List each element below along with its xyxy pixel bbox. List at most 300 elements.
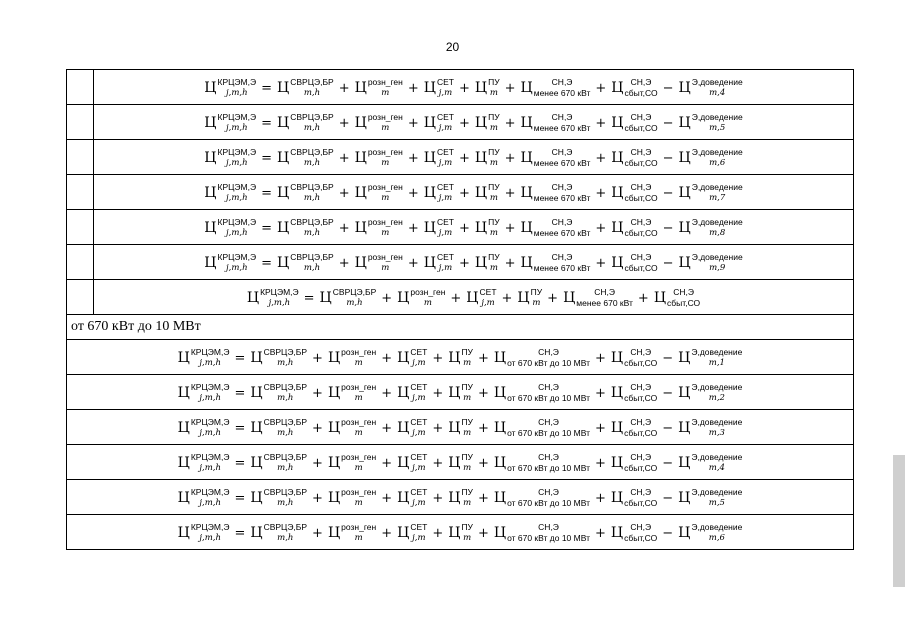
scan-edge-mark <box>893 455 905 587</box>
price-set-symbol-subscript: j,m <box>438 123 453 134</box>
plus-sign: + <box>477 525 489 541</box>
formula-cell <box>94 140 854 175</box>
price-dovedenie-symbol-base: Ц <box>678 185 691 202</box>
plus-sign: + <box>595 115 607 131</box>
price-rozn-gen-symbol-base: Ц <box>327 525 341 542</box>
price-dovedenie-symbol-superscript: Э,доведение <box>691 522 743 533</box>
price-kretsem-symbol <box>204 219 256 237</box>
price-sn-sbyt-symbol-superscript: СН,Э <box>630 182 652 193</box>
price-svrtse-symbol-subscript: m,h <box>303 123 321 134</box>
price-set-symbol-subscript: j,m <box>412 533 426 544</box>
formula-cell <box>67 480 854 515</box>
price-rozn-gen-symbol-base: Ц <box>354 115 367 132</box>
price-dovedenie-symbol-subscript: m,7 <box>709 193 726 204</box>
formula-cell <box>67 445 854 480</box>
price-svrtse-symbol-base: Ц <box>250 490 263 507</box>
price-kretsem-symbol-superscript: КРЦЭМ,Э <box>217 147 257 158</box>
table-row <box>67 375 854 410</box>
price-set-symbol-base: Ц <box>466 290 479 307</box>
price-sn-power-symbol-base: Ц <box>493 525 507 542</box>
plus-sign: + <box>504 150 516 166</box>
price-rozn-gen-symbol-superscript: розн_ген <box>341 487 377 498</box>
price-rozn-gen-symbol-subscript: m <box>381 158 390 169</box>
price-sn-sbyt-symbol-superscript: СН,Э <box>630 147 652 158</box>
price-sn-sbyt-symbol-subscript: сбыт,СО <box>624 428 658 439</box>
plus-sign: + <box>381 525 393 541</box>
price-pu-symbol-superscript: ПУ <box>488 147 500 158</box>
row-label-cell <box>67 245 94 280</box>
price-sn-power-symbol-subscript: менее 670 кВт <box>533 123 591 134</box>
price-sn-power-symbol-superscript: СН,Э <box>551 182 573 193</box>
price-dovedenie-symbol-superscript: Э,доведение <box>691 112 743 123</box>
price-sn-power-symbol <box>521 184 591 202</box>
price-pu-symbol-subscript: m <box>463 533 472 544</box>
price-dovedenie-symbol <box>678 349 742 367</box>
price-set-symbol <box>397 419 427 437</box>
price-rozn-gen-symbol <box>355 254 403 272</box>
price-formula <box>204 79 742 97</box>
price-sn-power-symbol-subscript: менее 670 кВт <box>533 263 591 274</box>
price-rozn-gen-symbol-superscript: розн_ген <box>367 182 403 193</box>
price-dovedenie-symbol-subscript: m,8 <box>709 228 726 239</box>
price-svrtse-symbol-superscript: СВРЦЭ,БР <box>332 287 377 298</box>
price-sn-power-symbol-superscript: СН,Э <box>538 417 559 428</box>
price-pu-symbol-superscript: ПУ <box>488 217 500 228</box>
price-sn-sbyt-symbol <box>611 419 657 437</box>
price-pu-symbol-base: Ц <box>448 455 461 472</box>
price-sn-power-symbol-superscript: СН,Э <box>551 77 573 88</box>
price-kretsem-symbol-subscript: j,m,h <box>199 428 221 439</box>
price-set-symbol-base: Ц <box>423 255 436 272</box>
plus-sign: + <box>407 255 419 271</box>
price-set-symbol-base: Ц <box>423 220 436 237</box>
price-rozn-gen-symbol-superscript: розн_ген <box>410 287 446 298</box>
price-pu-symbol-subscript: m <box>489 193 498 204</box>
price-kretsem-symbol-base: Ц <box>204 220 217 237</box>
price-dovedenie-symbol-superscript: Э,доведение <box>691 487 743 498</box>
price-sn-sbyt-symbol <box>611 149 657 167</box>
price-kretsem-symbol-subscript: j,m,h <box>199 358 221 369</box>
formula-cell <box>94 105 854 140</box>
price-rozn-gen-symbol <box>355 184 403 202</box>
price-pu-symbol <box>475 79 500 97</box>
price-set-symbol <box>397 384 427 402</box>
price-svrtse-symbol-superscript: СВРЦЭ,БР <box>290 77 334 88</box>
price-dovedenie-symbol-superscript: Э,доведение <box>691 382 743 393</box>
price-svrtse-symbol-superscript: СВРЦЭ,БР <box>290 147 334 158</box>
price-sn-sbyt-symbol-base: Ц <box>611 115 624 132</box>
price-dovedenie-symbol-superscript: Э,доведение <box>691 147 743 158</box>
price-sn-sbyt-symbol-base: Ц <box>611 150 624 167</box>
price-set-symbol-subscript: j,m <box>412 358 426 369</box>
price-set-symbol-subscript: j,m <box>438 158 453 169</box>
price-kretsem-symbol-base: Ц <box>204 255 217 272</box>
price-pu-symbol <box>475 114 500 132</box>
price-dovedenie-symbol-subscript: m,4 <box>708 463 725 474</box>
plus-sign: + <box>432 350 444 366</box>
price-kretsem-symbol-superscript: КРЦЭМ,Э <box>217 217 257 228</box>
plus-sign: + <box>312 350 323 366</box>
price-set-symbol-base: Ц <box>397 490 410 507</box>
equals-sign: = <box>234 455 246 471</box>
price-sn-power-symbol-base: Ц <box>520 185 533 202</box>
price-sn-power-symbol-superscript: СН,Э <box>538 452 559 463</box>
plus-sign: + <box>504 255 516 271</box>
row-label-cell <box>67 175 94 210</box>
equals-sign: = <box>261 115 272 131</box>
price-dovedenie-symbol-superscript: Э,доведение <box>691 417 743 428</box>
minus-sign: − <box>662 220 674 236</box>
price-pu-symbol-base: Ц <box>517 290 530 307</box>
plus-sign: + <box>407 220 419 236</box>
price-sn-sbyt-symbol-superscript: СН,Э <box>630 347 652 358</box>
price-sn-power-symbol-subscript: менее 670 кВт <box>533 158 591 169</box>
price-rozn-gen-symbol-base: Ц <box>354 255 367 272</box>
price-svrtse-symbol-subscript: m,h <box>303 88 321 99</box>
price-sn-power-symbol-base: Ц <box>493 385 507 402</box>
price-rozn-gen-symbol-base: Ц <box>327 385 341 402</box>
price-sn-sbyt-symbol-subscript: сбыт,СО <box>624 193 658 204</box>
price-dovedenie-symbol-base: Ц <box>678 385 691 402</box>
price-sn-power-symbol-base: Ц <box>520 115 533 132</box>
price-rozn-gen-symbol-superscript: розн_ген <box>341 382 377 393</box>
price-formula <box>178 349 743 367</box>
table-row <box>67 70 854 105</box>
price-pu-symbol-subscript: m <box>489 158 498 169</box>
price-pu-symbol <box>475 254 500 272</box>
price-dovedenie-symbol-superscript: Э,доведение <box>691 217 743 228</box>
table-row <box>67 140 854 175</box>
price-pu-symbol <box>448 489 473 507</box>
price-dovedenie-symbol <box>678 489 742 507</box>
price-rozn-gen-symbol <box>328 524 376 542</box>
price-set-symbol-subscript: j,m <box>412 498 426 509</box>
price-rozn-gen-symbol-superscript: розн_ген <box>367 112 403 123</box>
price-sn-power-symbol-superscript: СН,Э <box>538 382 559 393</box>
price-sn-power-symbol <box>494 524 590 542</box>
price-kretsem-symbol-superscript: КРЦЭМ,Э <box>190 522 230 533</box>
price-rozn-gen-symbol-base: Ц <box>397 290 410 307</box>
plus-sign: + <box>432 455 444 471</box>
plus-sign: + <box>381 455 393 471</box>
price-set-symbol <box>424 219 454 237</box>
price-sn-sbyt-symbol-superscript: СН,Э <box>630 487 652 498</box>
formula-cell <box>67 340 854 375</box>
price-sn-sbyt-symbol <box>611 254 657 272</box>
table-row <box>67 175 854 210</box>
price-sn-sbyt-symbol-superscript: СН,Э <box>630 252 652 263</box>
price-pu-symbol-superscript: ПУ <box>488 182 500 193</box>
price-kretsem-symbol-subscript: j,m,h <box>268 298 291 309</box>
price-sn-sbyt-symbol-superscript: СН,Э <box>630 112 652 123</box>
equals-sign: = <box>261 150 272 166</box>
price-kretsem-symbol <box>178 524 230 542</box>
plus-sign: + <box>312 455 323 471</box>
price-svrtse-symbol-subscript: m,h <box>303 228 321 239</box>
table-row <box>67 210 854 245</box>
price-dovedenie-symbol-superscript: Э,доведение <box>691 347 743 358</box>
price-formula <box>178 454 743 472</box>
price-rozn-gen-symbol-superscript: розн_ген <box>341 347 377 358</box>
plus-sign: + <box>458 80 470 96</box>
price-sn-power-symbol-superscript: СН,Э <box>594 287 615 298</box>
minus-sign: − <box>662 115 674 131</box>
price-rozn-gen-symbol-superscript: розн_ген <box>341 452 377 463</box>
price-svrtse-symbol-superscript: СВРЦЭ,БР <box>263 417 308 428</box>
plus-sign: + <box>595 255 607 271</box>
price-svrtse-symbol-base: Ц <box>250 525 263 542</box>
price-set-symbol <box>424 149 454 167</box>
price-rozn-gen-symbol-base: Ц <box>327 420 341 437</box>
plus-sign: + <box>338 150 350 166</box>
plus-sign: + <box>595 185 607 201</box>
price-rozn-gen-symbol-subscript: m <box>354 393 363 404</box>
price-kretsem-symbol-base: Ц <box>177 455 190 472</box>
price-pu-symbol-subscript: m <box>489 88 498 99</box>
price-set-symbol-subscript: j,m <box>412 393 426 404</box>
price-pu-symbol-superscript: ПУ <box>461 347 473 358</box>
price-sn-power-symbol-subscript: от 670 кВт до 10 МВт <box>507 358 591 369</box>
price-kretsem-symbol-superscript: КРЦЭМ,Э <box>190 382 230 393</box>
formula-cell <box>94 280 854 315</box>
price-set-symbol <box>424 114 454 132</box>
price-kretsem-symbol-base: Ц <box>204 80 217 97</box>
price-sn-power-symbol-subscript: менее 670 кВт <box>576 298 633 309</box>
plus-sign: + <box>407 80 419 96</box>
price-sn-sbyt-symbol-subscript: сбыт,СО <box>624 393 658 404</box>
price-rozn-gen-symbol-subscript: m <box>423 298 432 309</box>
plus-sign: + <box>381 290 393 306</box>
price-kretsem-symbol-subscript: j,m,h <box>226 158 248 169</box>
price-pu-symbol-superscript: ПУ <box>461 417 473 428</box>
price-sn-power-symbol <box>521 114 591 132</box>
price-sn-sbyt-symbol <box>611 349 657 367</box>
price-set-symbol-base: Ц <box>397 455 410 472</box>
price-pu-symbol-subscript: m <box>463 463 472 474</box>
price-rozn-gen-symbol <box>355 114 403 132</box>
price-set-symbol-subscript: j,m <box>438 263 453 274</box>
price-dovedenie-symbol <box>679 184 743 202</box>
price-svrtse-symbol-base: Ц <box>250 350 263 367</box>
price-set-symbol-superscript: СЕТ <box>410 347 428 358</box>
price-set-symbol-superscript: СЕТ <box>436 77 454 88</box>
price-svrtse-symbol-superscript: СВРЦЭ,БР <box>263 452 308 463</box>
table-row <box>67 410 854 445</box>
equals-sign: = <box>234 350 246 366</box>
row-label-cell <box>67 210 94 245</box>
table-row <box>67 480 854 515</box>
formula-cell <box>94 175 854 210</box>
price-set-symbol-superscript: СЕТ <box>410 417 428 428</box>
price-kretsem-symbol-base: Ц <box>177 385 190 402</box>
price-rozn-gen-symbol-superscript: розн_ген <box>341 417 377 428</box>
price-svrtse-symbol <box>277 254 334 272</box>
price-pu-symbol <box>475 219 500 237</box>
plus-sign: + <box>407 185 419 201</box>
price-svrtse-symbol <box>320 289 377 307</box>
plus-sign: + <box>432 525 444 541</box>
table-row <box>67 105 854 140</box>
price-set-symbol-superscript: СЕТ <box>436 112 454 123</box>
price-sn-sbyt-symbol-subscript: сбыт,СО <box>624 498 658 509</box>
price-rozn-gen-symbol-subscript: m <box>354 463 363 474</box>
price-rozn-gen-symbol-base: Ц <box>354 185 367 202</box>
price-rozn-gen-symbol <box>328 489 376 507</box>
price-dovedenie-symbol-base: Ц <box>678 525 691 542</box>
plus-sign: + <box>595 525 606 541</box>
price-set-symbol-subscript: j,m <box>481 298 495 309</box>
price-set-symbol-superscript: СЕТ <box>410 452 428 463</box>
price-sn-power-symbol <box>521 149 591 167</box>
price-kretsem-symbol <box>204 79 256 97</box>
price-dovedenie-symbol-base: Ц <box>678 420 691 437</box>
price-sn-sbyt-symbol-subscript: сбыт,СО <box>624 88 658 99</box>
price-pu-symbol-base: Ц <box>474 80 488 97</box>
formula-cell <box>94 245 854 280</box>
price-pu-symbol-superscript: ПУ <box>530 287 543 298</box>
price-svrtse-symbol-subscript: m,h <box>303 263 321 274</box>
price-kretsem-symbol-subscript: j,m,h <box>226 193 248 204</box>
price-sn-power-symbol <box>494 349 590 367</box>
price-kretsem-symbol <box>247 289 299 307</box>
price-kretsem-symbol-superscript: КРЦЭМ,Э <box>190 452 230 463</box>
price-sn-sbyt-symbol-base: Ц <box>611 255 624 272</box>
table-row <box>67 515 854 550</box>
price-kretsem-symbol <box>178 349 230 367</box>
price-kretsem-symbol <box>204 184 256 202</box>
page-number: 20 <box>445 40 460 54</box>
price-sn-power-symbol-subscript: от 670 кВт до 10 МВт <box>507 428 591 439</box>
price-sn-sbyt-symbol <box>611 524 657 542</box>
price-formula <box>178 384 743 402</box>
price-sn-sbyt-symbol-superscript: СН,Э <box>673 287 694 298</box>
price-set-symbol <box>424 184 454 202</box>
row-label-cell <box>67 140 94 175</box>
price-kretsem-symbol-subscript: j,m,h <box>226 228 248 239</box>
formula-table <box>66 69 854 550</box>
price-rozn-gen-symbol-subscript: m <box>381 193 390 204</box>
price-kretsem-symbol-subscript: j,m,h <box>226 123 248 134</box>
price-sn-sbyt-symbol-subscript: сбыт,СО <box>624 158 658 169</box>
price-set-symbol-superscript: СЕТ <box>436 217 454 228</box>
price-pu-symbol-superscript: ПУ <box>488 112 500 123</box>
price-pu-symbol-subscript: m <box>532 298 541 309</box>
price-svrtse-symbol-subscript: m,h <box>277 498 294 509</box>
price-formula <box>247 289 700 307</box>
price-dovedenie-symbol <box>678 454 742 472</box>
price-sn-sbyt-symbol <box>611 489 657 507</box>
plus-sign: + <box>338 115 350 131</box>
plus-sign: + <box>595 150 607 166</box>
price-set-symbol <box>424 79 454 97</box>
price-sn-sbyt-symbol-base: Ц <box>610 350 624 367</box>
price-pu-symbol <box>475 184 500 202</box>
minus-sign: − <box>662 185 674 201</box>
price-sn-sbyt-symbol-base: Ц <box>653 290 667 307</box>
price-dovedenie-symbol-superscript: Э,доведение <box>691 452 743 463</box>
price-sn-sbyt-symbol-superscript: СН,Э <box>630 522 652 533</box>
price-sn-power-symbol <box>521 219 591 237</box>
price-dovedenie-symbol-base: Ц <box>678 80 691 97</box>
plus-sign: + <box>458 255 470 271</box>
price-sn-sbyt-symbol-base: Ц <box>610 525 624 542</box>
price-dovedenie-symbol-base: Ц <box>678 455 691 472</box>
price-svrtse-symbol-base: Ц <box>319 290 332 307</box>
price-sn-sbyt-symbol-subscript: сбыт,СО <box>624 228 658 239</box>
formula-cell <box>67 410 854 445</box>
price-set-symbol-superscript: СЕТ <box>479 287 497 298</box>
price-pu-symbol-superscript: ПУ <box>461 522 473 533</box>
price-kretsem-symbol-base: Ц <box>204 150 217 167</box>
price-rozn-gen-symbol-subscript: m <box>381 88 390 99</box>
price-sn-power-symbol-base: Ц <box>493 490 507 507</box>
price-sn-sbyt-symbol-superscript: СН,Э <box>630 77 652 88</box>
price-pu-symbol-subscript: m <box>463 358 472 369</box>
price-sn-power-symbol <box>563 289 633 307</box>
price-sn-sbyt-symbol <box>611 114 657 132</box>
price-sn-sbyt-symbol-subscript: сбыт,СО <box>624 463 658 474</box>
price-svrtse-symbol <box>277 114 334 132</box>
equals-sign: = <box>303 290 315 306</box>
formula-cell <box>67 515 854 550</box>
price-kretsem-symbol-superscript: КРЦЭМ,Э <box>190 347 230 358</box>
price-rozn-gen-symbol-subscript: m <box>381 228 390 239</box>
price-sn-sbyt-symbol-base: Ц <box>611 80 624 97</box>
price-pu-symbol-superscript: ПУ <box>461 487 473 498</box>
price-set-symbol-base: Ц <box>423 185 436 202</box>
plus-sign: + <box>338 220 350 236</box>
plus-sign: + <box>595 455 606 471</box>
price-pu-symbol-subscript: m <box>463 498 472 509</box>
price-pu-symbol-superscript: ПУ <box>461 382 473 393</box>
price-pu-symbol-base: Ц <box>448 385 461 402</box>
table-row <box>67 280 854 315</box>
price-kretsem-symbol <box>178 489 230 507</box>
plus-sign: + <box>432 490 444 506</box>
price-dovedenie-symbol-subscript: m,2 <box>708 393 725 404</box>
minus-sign: − <box>662 80 674 96</box>
plus-sign: + <box>477 420 489 436</box>
plus-sign: + <box>312 420 323 436</box>
price-pu-symbol-superscript: ПУ <box>461 452 473 463</box>
price-sn-sbyt-symbol <box>654 289 700 307</box>
price-svrtse-symbol-superscript: СВРЦЭ,БР <box>263 487 308 498</box>
price-svrtse-symbol-base: Ц <box>250 455 263 472</box>
price-svrtse-symbol-subscript: m,h <box>303 193 321 204</box>
price-set-symbol <box>397 454 427 472</box>
plus-sign: + <box>432 420 444 436</box>
equals-sign: = <box>234 525 246 541</box>
price-svrtse-symbol <box>277 184 334 202</box>
price-svrtse-symbol-superscript: СВРЦЭ,БР <box>263 522 308 533</box>
price-dovedenie-symbol-base: Ц <box>678 115 691 132</box>
plus-sign: + <box>595 220 607 236</box>
price-rozn-gen-symbol-subscript: m <box>354 533 363 544</box>
plus-sign: + <box>458 150 470 166</box>
plus-sign: + <box>595 80 607 96</box>
price-svrtse-symbol-base: Ц <box>277 115 290 132</box>
plus-sign: + <box>504 185 516 201</box>
section-heading: от 670 кВт до 10 МВт <box>67 315 854 340</box>
price-svrtse-symbol-superscript: СВРЦЭ,БР <box>290 112 334 123</box>
price-set-symbol-superscript: СЕТ <box>410 382 428 393</box>
price-rozn-gen-symbol <box>355 79 403 97</box>
price-pu-symbol-subscript: m <box>489 263 498 274</box>
row-label-cell <box>67 70 94 105</box>
price-rozn-gen-symbol-superscript: розн_ген <box>367 252 403 263</box>
plus-sign: + <box>477 455 489 471</box>
price-pu-symbol-superscript: ПУ <box>488 252 500 263</box>
